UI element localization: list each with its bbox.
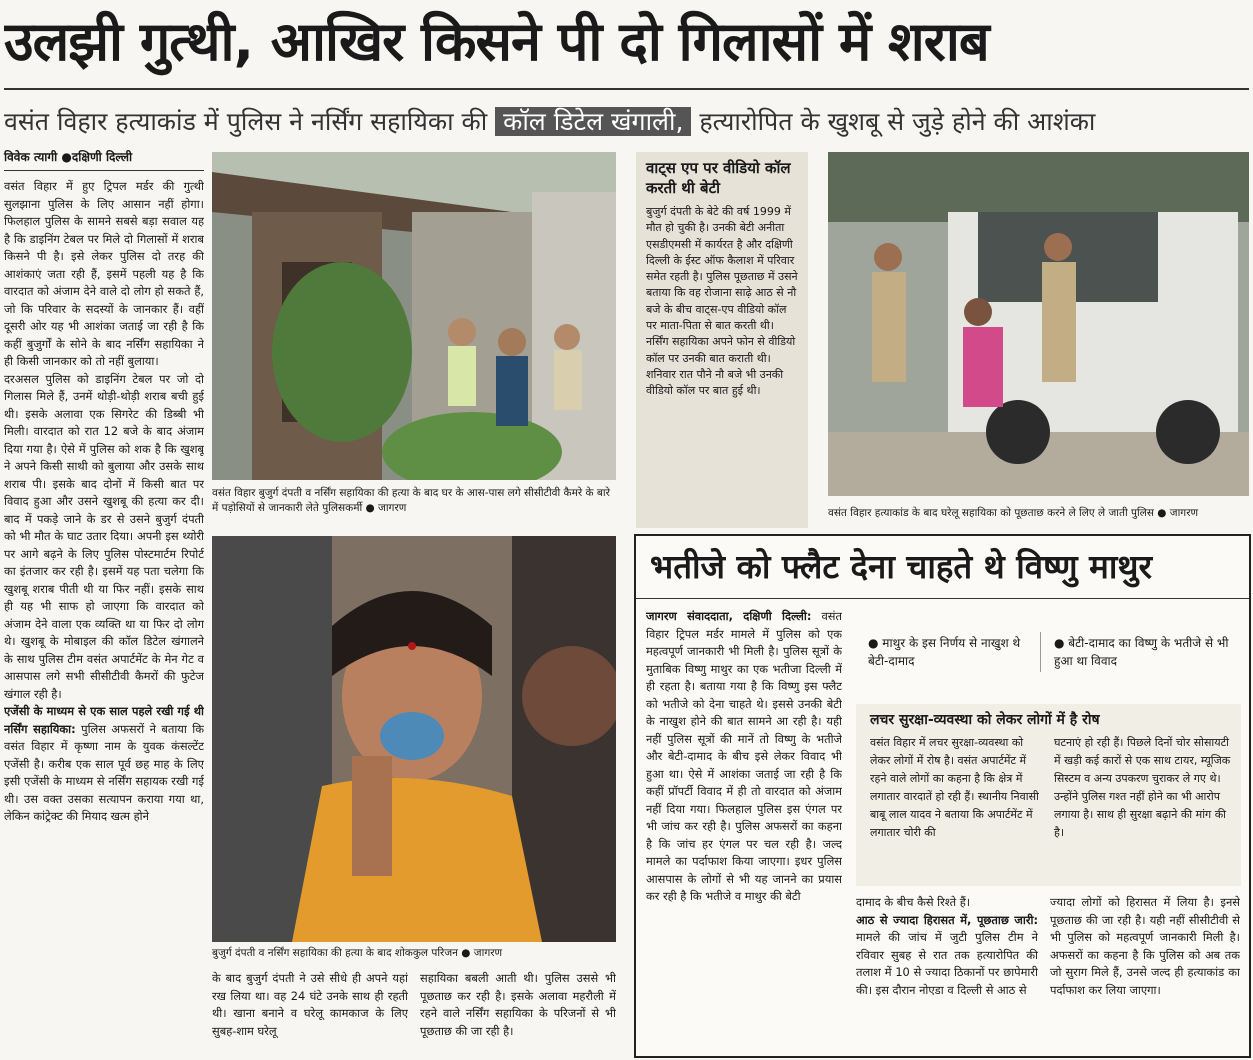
headline-rule	[4, 88, 1249, 90]
sidebar-title: वाट्स एप पर वीडियो कॉल करती थी बेटी	[646, 159, 791, 197]
photo-police-vehicle	[828, 152, 1249, 496]
box-bullet-1: ● माथुर के इस निर्णय से नाखुश थे बेटी-दामाद	[868, 636, 1021, 668]
mid-bottom-column-b: सहायिका बबली आती थी। पुलिस उससे भी पूछताछ कर रही है। इसके अलावा महरौली में रहने वाले नर्सिंग सहायिका के परिजनों से भी पूछताछ की जा रही है।	[420, 971, 616, 1038]
box-col2-text: दामाद के बीच कैसे रिश्ते हैं।	[856, 895, 971, 909]
left-paragraph-3	[4, 703, 204, 826]
security-col-2: घटनाएं हो रही हैं। पिछले दिनों चोर सोसायटी में खड़ी कई कारों से एक साथ टायर, म्यूजिक सिस्टम व अन्य उपकरण चुराकर ले गए थे। उन्होंने पुलिस गश्त नहीं होने का भी आरोप लगाया है। साथ ही सुरक्षा बढ़ाने की मांग की है।	[1054, 736, 1231, 839]
byline-rule	[4, 170, 204, 171]
headline: उलझी गुत्थी, आखिर किसने पी दो गिलासों में शराब	[4, 10, 989, 73]
boxed-story	[634, 534, 1251, 1058]
bullet-divider	[1040, 632, 1041, 672]
left-article-column	[4, 178, 204, 1058]
byline: विवेक त्यागी ●दक्षिणी दिल्ली	[4, 150, 133, 164]
box-col2-subhead: आठ से ज्यादा हिरासत में, पूछताछ जारी:	[856, 912, 1038, 927]
photo2-caption: बुजुर्ग दंपती व नर्सिंग सहायिका की हत्या के बाद शोककुल परिजन ● जागरण	[212, 947, 503, 959]
box-title: भतीजे को फ्लैट देना चाहते थे विष्णु माथुर	[650, 547, 1152, 586]
box-title-rule	[636, 598, 1249, 599]
box-column-2	[856, 894, 1038, 1052]
subhead-highlight: कॉल डिटेल खंगाली,	[495, 107, 691, 136]
photo1-caption: वसंत विहार बुजुर्ग दंपती व नर्सिंग सहायिका की हत्या के बाद घर के आस-पास लगे सीसीटीवी कैमरे के बारे में पड़ोसियों से जानकारी लेते पुलिसकर्मी ● जागरण	[212, 487, 610, 514]
box-col1-text: वसंत विहार ट्रिपल मर्डर मामले में पुलिस को एक महत्वपूर्ण जानकारी भी मिली है। पुलिस सूत्रों के मुताबिक विष्णु माथुर का एक भतीजा दिल्ली में ही रहता है। बताया गया है कि विष्णु इस फ्लैट को भतीजे को देना चाहते थे। इससे उनकी बेटी के नाखुश होने की बात सामने आ रही है। यही नहीं पुलिस सूत्रों की मानें तो विष्णु के भतीजे और बेटी-दामाद के बीच इसे लेकर विवाद भी हुआ था। ऐसे में आशंका जताई जा रही है कि कहीं प्रॉपर्टी विवाद में ही तो वारदात को अंजाम नहीं दिया गया। फिलहाल पुलिस इस एंगल पर भी जांच कर रही है। पुलिस अफसरों का कहना है कि जांच हर एंगल पर चल रही है। जल्द मामले का पर्दाफाश किया जाएगा। इधर पुलिस आसपास के लोगों से भी यह जानने का प्रयास कर रही है कि भतीजे व माथुर की बेटी	[646, 609, 842, 903]
box-byline: जागरण संवाददाता, दक्षिणी दिल्ली:	[646, 609, 812, 623]
security-title: लचर सुरक्षा-व्यवस्था को लेकर लोगों में है रोष	[870, 712, 1100, 728]
security-sidebar	[856, 704, 1241, 886]
subhead-after: हत्यारोपित के खुशबू से जुड़े होने की आशंका	[691, 107, 1096, 136]
security-col-1: वसंत विहार में लचर सुरक्षा-व्यवस्था को लेकर लोगों में रोष है। वसंत अपार्टमेंट में रहने वाले लोगों का कहना है कि क्षेत्र में लगातार वारदातें हो रही हैं। स्थानीय निवासी बाबू लाल यादव ने बताया कि अपार्टमेंट में लगातार चोरी की	[870, 736, 1039, 839]
photo-grieving-relative	[212, 536, 616, 942]
subhead-before: वसंत विहार हत्याकांड में पुलिस ने नर्सिंग सहायिका की	[4, 107, 496, 136]
box-column-1	[646, 608, 842, 1048]
photo3-caption: वसंत विहार हत्याकांड के बाद घरेलू सहायिका को पूछताछ करने ले लिए ले जाती पुलिस ● जागरण	[828, 507, 1199, 519]
box-bullet-2: ● बेटी-दामाद का विष्णु के भतीजे से भी हुआ था विवाद	[1054, 636, 1229, 668]
box-column-3: ज्यादा लोगों को हिरासत में लिया है। इनसे पूछताछ की जा रही है। यही नहीं सीसीटीवी से भी पुलिस को महत्वपूर्ण जानकारी मिली है। अफसरों का कहना है कि पुलिस को अब तक जो सुराग मिले हैं, उनसे जल्द ही हत्याकांड का पर्दाफाश कर लिया जाएगा।	[1050, 895, 1240, 997]
left-p3-subhead: एजेंसी के माध्यम से एक साल पहले रखी गई थी नर्सिंग सहायिका:	[4, 704, 204, 736]
box-col2-rest: मामले की जांच में जुटी पुलिस टीम ने रविवार सुबह से रात तक हत्यारोपित की तलाश में 10 से ज्यादा ठिकानों पर छापेमारी की। इस दौरान नोएडा व दिल्ली से आठ से	[856, 930, 1038, 997]
photo-police-at-house	[212, 152, 616, 480]
left-paragraph-2: दरअसल पुलिस को डाइनिंग टेबल पर जो दो गिलास मिले हैं, उनमें थोड़ी-थोड़ी शराब बची हुई थी। इसके अलावा एक सिगरेट की डिब्बी भी मिली। वारदात को रात 12 बजे के बाद अंजाम दिया गया है। ऐसे में पुलिस को शक है कि खुशबू ने अपने किसी साथी को बुलाया और उसके साथ शराब पी। इसके बाद दोनों में किसी बात पर विवाद हुआ और उसने खुशबू की हत्या कर दी। बाद में पकड़े जाने के डर से उसने बुजुर्ग दंपती को भी मौत के घाट उतार दिया। अपनी इस थ्योरी पर आगे बढ़ने के लिए पुलिस पोस्टमार्टम रिपोर्ट का इंतजार कर रही है। इसमें यह पता चलेगा कि खुशबू शराब पीती थी या फिर नहीं। इसके साथ ही यह भी साफ हो जाएगा कि वारदात को अंजाम देने वाला एक व्यक्ति था या फिर दो लोग थे। खुशबू के मोबाइल की कॉल डिटेल खंगालने के साथ पुलिस टीम वसंत अपार्टमेंट के मेन गेट व आसपास लगे सभी सीसीटीवी कैमरों की फुटेज खंगाल रही है।	[4, 371, 204, 701]
subheadline	[4, 100, 1249, 146]
left-paragraph-1: वसंत विहार में हुए ट्रिपल मर्डर की गुत्थी सुलझाना पुलिस के लिए आसान नहीं होगा। फिलहाल पुलिस के सामने सबसे बड़ा सवाल यह है कि डाइनिंग टेबल पर मिले दो गिलासों में शराब किसने पी है। इसे लेकर पुलिस दो तरह की आशंकाएं जता रही हैं, इसमें पहली यह है कि वारदात को अंजाम देने वाले दो लोग हो सकते हैं, जो कि परिवार के सदस्यों के जानकार हैं। वहीं दूसरी ओर यह भी आशंका जताई जा रही है कि कहीं बुजुर्गों के सोने के बाद नर्सिंग सहायिका ने ही किसी जानकार को तो नहीं बुलाया।	[4, 179, 204, 368]
mid-bottom-column-a: के बाद बुजुर्ग दंपती ने उसे सीधे ही अपने यहां रख लिया था। वह 24 घंटे उनके साथ ही रहती थी। खाना बनाने व घरेलू कामकाज के लिए सुबह-शाम घरेलू	[212, 971, 408, 1038]
left-p3-text: पुलिस अफसरों ने बताया कि वसंत विहार में कृष्णा नाम के युवक कंसल्टेंट एजेंसी है। करीब एक साल पूर्व छह माह के लिए इसी एजेंसी के माध्यम से नर्सिंग सहायक रखी गई थी। उस वक्त उसका सत्यापन कराया गया था, लेकिन कांट्रेक्ट की मियाद खत्म होने	[4, 721, 204, 823]
sidebar-body: बुजुर्ग दंपती के बेटे की वर्ष 1999 में मौत हो चुकी है। उनकी बेटी अनीता एसडीएमसी में कार्यरत है और दक्षिणी दिल्ली के ईस्ट ऑफ कैलाश में परिवार समेत रहती है। पुलिस पूछताछ में उसने बताया कि वह रोजाना साढ़े आठ से नौ बजे के बीच वाट्स-एप वीडियो कॉल पर माता-पिता से बात करती थी। नर्सिंग सहायिका अपने फोन से वीडियो कॉल पर उनकी बात कराती थी। शनिवार रात पौने नौ बजे भी उनकी वीडियो कॉल पर बात हुई थी।	[646, 205, 798, 398]
sidebar-box	[636, 152, 808, 528]
